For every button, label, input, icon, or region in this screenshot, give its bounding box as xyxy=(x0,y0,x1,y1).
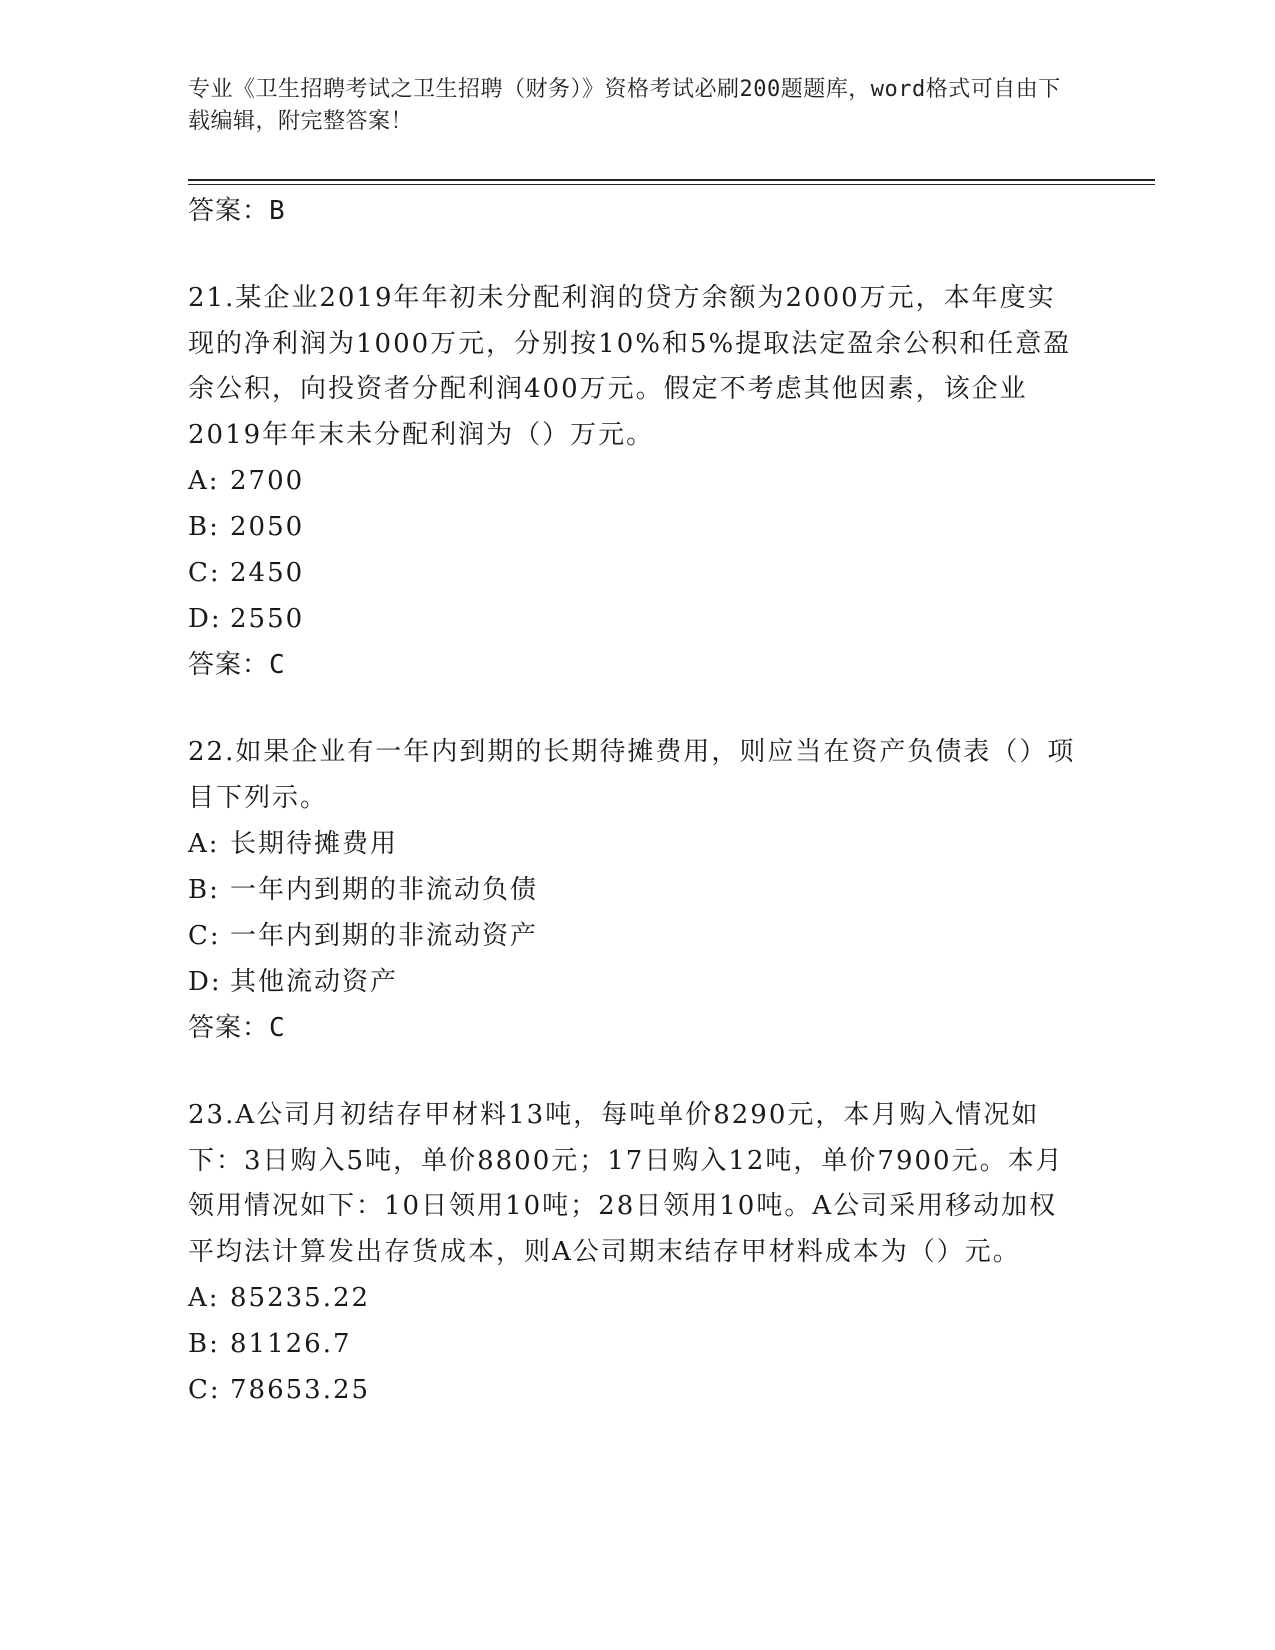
question-text: 21.某企业2019年年初未分配利润的贷方余额为2000万元，本年度实现的净利润为1000万元，分别按10%和5%提取法定盈余公积和任意盈余公积，向投资者分配利润400万元。假定不考虑其他因素，该企业2019年年末未分配利润为（）万元。 xyxy=(188,283,1072,450)
header-divider-thick xyxy=(188,179,1155,181)
option-letter: B: xyxy=(188,875,220,905)
question-block-22 xyxy=(188,730,1078,1051)
question-block-21 xyxy=(188,276,1078,688)
option-letter: C: xyxy=(188,1375,221,1405)
option-letter: C: xyxy=(188,921,221,951)
option-text: 2700 xyxy=(230,466,305,496)
option-text: 一年内到期的非流动负债 xyxy=(230,875,539,905)
option-text: 78653.25 xyxy=(230,1375,371,1405)
option-d xyxy=(188,596,1078,642)
option-text: 2450 xyxy=(230,558,305,588)
option-text: 85235.22 xyxy=(230,1283,371,1313)
option-letter: C: xyxy=(188,558,221,588)
option-text: 长期待摊费用 xyxy=(230,829,399,859)
option-letter: B: xyxy=(188,512,220,542)
option-letter: D: xyxy=(188,604,222,634)
option-text: 其他流动资产 xyxy=(230,967,399,997)
option-c xyxy=(188,1367,1078,1413)
option-b xyxy=(188,1321,1078,1367)
option-b xyxy=(188,867,1078,913)
answer-line: 答案：C xyxy=(188,650,286,680)
document-header: 专业《卫生招聘考试之卫生招聘（财务）》资格考试必刷200题题库，word格式可自由下载编辑，附完整答案！ xyxy=(188,77,1061,134)
option-letter: A: xyxy=(188,1283,220,1313)
option-letter: B: xyxy=(188,1329,220,1359)
question-text: 22.如果企业有一年内到期的长期待摊费用，则应当在资产负债表（）项目下列示。 xyxy=(188,737,1076,813)
option-c xyxy=(188,913,1078,959)
question-block-23 xyxy=(188,1093,1078,1413)
option-d xyxy=(188,959,1078,1005)
question-text: 23.A公司月初结存甲材料13吨，每吨单价8290元，本月购入情况如下：3日购入5吨，单价8800元；17日购入12吨，单价7900元。本月领用情况如下：10日领用10吨；28日领用10吨。A公司采用移动加权平均法计算发出存货成本，则A公司期末结存甲材料成本为（）元。 xyxy=(188,1100,1064,1267)
answer-line: 答案：C xyxy=(188,1013,286,1043)
option-text: 2050 xyxy=(230,512,305,542)
option-letter: A: xyxy=(188,466,220,496)
option-c xyxy=(188,550,1078,596)
option-text: 81126.7 xyxy=(230,1329,352,1359)
option-a xyxy=(188,458,1078,504)
option-b xyxy=(188,504,1078,550)
option-text: 2550 xyxy=(230,604,305,634)
answer-line: 答案：B xyxy=(188,196,286,226)
document-body xyxy=(188,188,1078,1413)
option-a xyxy=(188,1275,1078,1321)
header-divider-thin xyxy=(188,184,1155,185)
option-text: 一年内到期的非流动资产 xyxy=(230,921,539,951)
option-letter: D: xyxy=(188,967,222,997)
option-letter: A: xyxy=(188,829,220,859)
option-a xyxy=(188,821,1078,867)
